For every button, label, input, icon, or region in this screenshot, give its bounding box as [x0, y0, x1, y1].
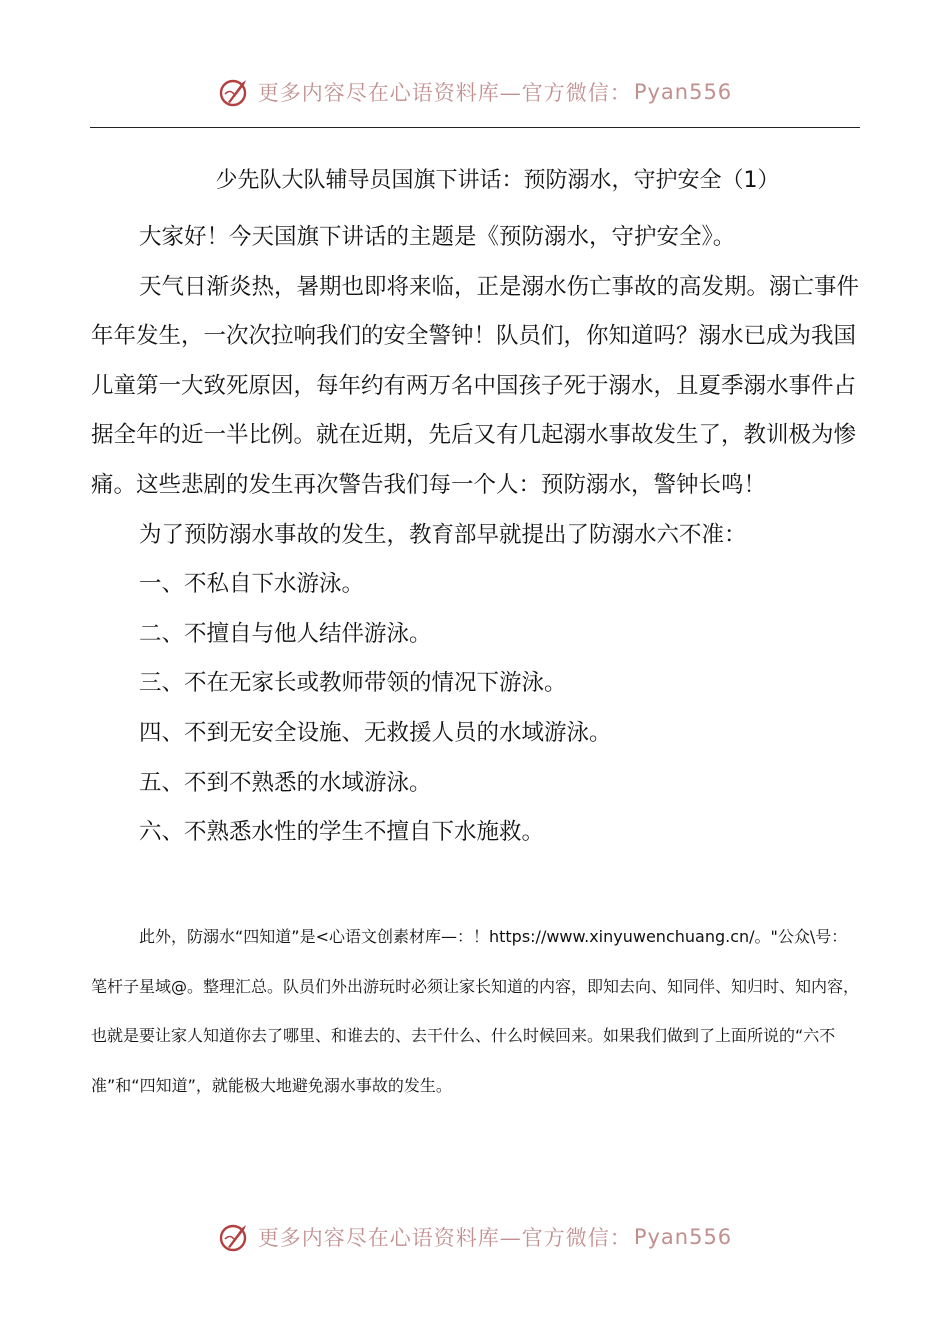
rule-item: 一、不私自下水游泳。 — [139, 571, 365, 598]
document-body — [91, 213, 866, 858]
watermark-wechat-id: Pyan556 — [633, 1225, 733, 1249]
header-divider — [90, 127, 860, 128]
page-header-watermark — [0, 70, 950, 114]
watermark-wechat-id: Pyan556 — [633, 80, 733, 104]
watermark-text: 更多内容尽在心语资料库—官方微信： — [257, 81, 632, 105]
quill-pen-logo-icon — [218, 1220, 252, 1254]
watermark-text: 更多内容尽在心语资料库—官方微信： — [257, 1226, 632, 1250]
rule-item: 二、不擅自与他人结伴游泳。 — [139, 620, 432, 647]
greeting-paragraph: 大家好！今天国旗下讲话的主题是《预防溺水，守护安全》。 — [139, 224, 736, 250]
closing-paragraph: 此外，防溺水“四知道”是<心语文创素材库—：！https://www.xinyuwenchuang.cn/。"公众\号：笔杆子星域@。整理汇总。队员们外出游玩时必须让家长知道的内容，即知去向、知同伴、知归时、知内容，也就是要让家人知道你去了哪里、和谁去的、去干什么、什么时候回来。如果我们做到了上面所说的“六不准”和“四知道”，就能极大地避免溺水事故的发生。 — [91, 927, 860, 1095]
paragraph-drowning-intro: 天气日渐炎热，暑期也即将来临，正是溺水伤亡事故的高发期。溺亡事件年年发生，一次次拉响我们的安全警钟！队员们，你知道吗？溺水已成为我国儿童第一大致死原因，每年约有两万名中国孩子死于溺水，且夏季溺水事件占据全年的近一半比例。就在近期，先后又有几起溺水事故发生了，教训极为惨痛。这些悲剧的发生再次警告我们每一个人：预防溺水，警钟长鸣！ — [91, 273, 860, 498]
rule-item: 五、不到不熟悉的水域游泳。 — [139, 769, 432, 796]
page-footer-watermark — [0, 1215, 950, 1259]
rule-item: 四、不到无安全设施、无救援人员的水域游泳。 — [139, 719, 612, 746]
document-title: 少先队大队辅导员国旗下讲话：预防溺水，守护安全（1） — [215, 168, 780, 193]
rule-item: 六、不熟悉水性的学生不擅自下水施救。 — [139, 819, 545, 846]
quill-pen-logo-icon — [218, 75, 252, 109]
rule-item: 三、不在无家长或教师带领的情况下游泳。 — [139, 670, 567, 697]
rules-intro-paragraph: 为了预防溺水事故的发生，教育部早就提出了防溺水六不准： — [139, 521, 747, 548]
closing-section — [91, 912, 861, 1110]
